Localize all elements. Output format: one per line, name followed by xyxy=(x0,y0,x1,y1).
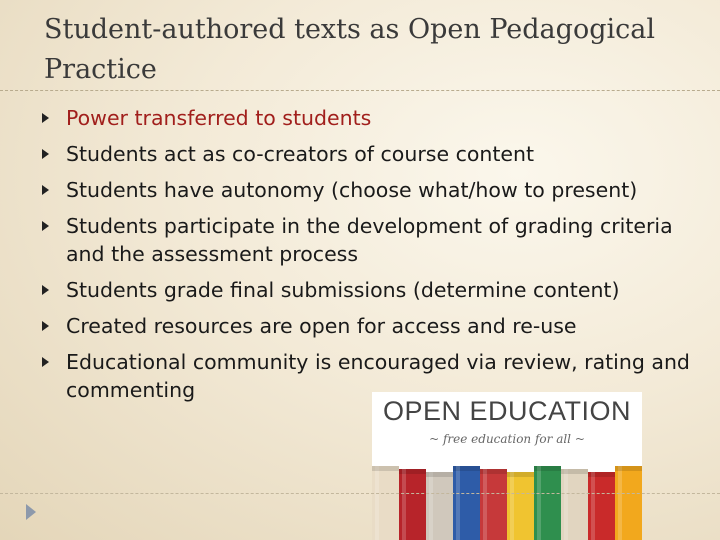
book-highlight xyxy=(564,469,568,540)
open-education-image xyxy=(372,392,642,540)
book-top-edge xyxy=(507,472,534,477)
book-top-edge xyxy=(588,472,615,477)
bullet-arrow-icon xyxy=(42,113,49,123)
bullet-arrow-icon xyxy=(42,357,49,367)
bullet-item xyxy=(38,276,708,304)
book-top-edge xyxy=(399,469,426,474)
book-top-edge xyxy=(453,466,480,471)
bullet-text: Students act as co-creators of course content xyxy=(66,142,535,166)
book-top-edge xyxy=(426,472,453,477)
open-education-heading: OPEN EDUCATION xyxy=(382,396,632,426)
bullet-text: Power transferred to students xyxy=(66,106,372,130)
book-top-edge xyxy=(480,469,507,474)
bullet-text: Students have autonomy (choose what/how to present) xyxy=(66,178,638,202)
book-top-edge xyxy=(561,469,588,474)
bullet-item xyxy=(38,104,708,132)
slide-title: Student-authored texts as Open Pedagogical Practice xyxy=(44,14,655,85)
bullet-text: Students grade final submissions (determine content) xyxy=(66,278,620,302)
book-highlight xyxy=(537,466,541,540)
book-highlight xyxy=(510,472,514,540)
book-top-edge xyxy=(615,466,642,471)
book-highlight xyxy=(591,472,595,540)
bullet-arrow-icon xyxy=(42,185,49,195)
book-highlight xyxy=(402,469,406,540)
bullet-arrow-icon xyxy=(42,285,49,295)
book-highlight xyxy=(375,466,379,540)
next-slide-arrow-icon[interactable] xyxy=(26,504,36,520)
book-highlight xyxy=(429,472,433,540)
bullet-item xyxy=(38,312,708,340)
book-top-edge xyxy=(372,466,399,471)
bullet-list xyxy=(38,104,708,412)
bullet-arrow-icon xyxy=(42,221,49,231)
bullet-text: Students participate in the development of grading criteria and the assessment process xyxy=(66,214,673,266)
book-highlight xyxy=(456,466,460,540)
bullet-text: Educational community is encouraged via review, rating and commenting xyxy=(66,350,690,402)
bullet-item xyxy=(38,176,708,204)
book-top-edge xyxy=(534,466,561,471)
book-highlight xyxy=(483,469,487,540)
bullet-arrow-icon xyxy=(42,321,49,331)
bullet-text: Created resources are open for access and re-use xyxy=(66,314,577,338)
bullet-arrow-icon xyxy=(42,149,49,159)
book-highlight xyxy=(618,466,622,540)
title-divider xyxy=(0,90,720,91)
open-education-tagline: ~ free education for all ~ xyxy=(429,432,585,446)
books-illustration xyxy=(372,460,642,540)
bullet-item xyxy=(38,212,708,268)
bullet-item xyxy=(38,140,708,168)
footer-divider xyxy=(0,493,720,494)
